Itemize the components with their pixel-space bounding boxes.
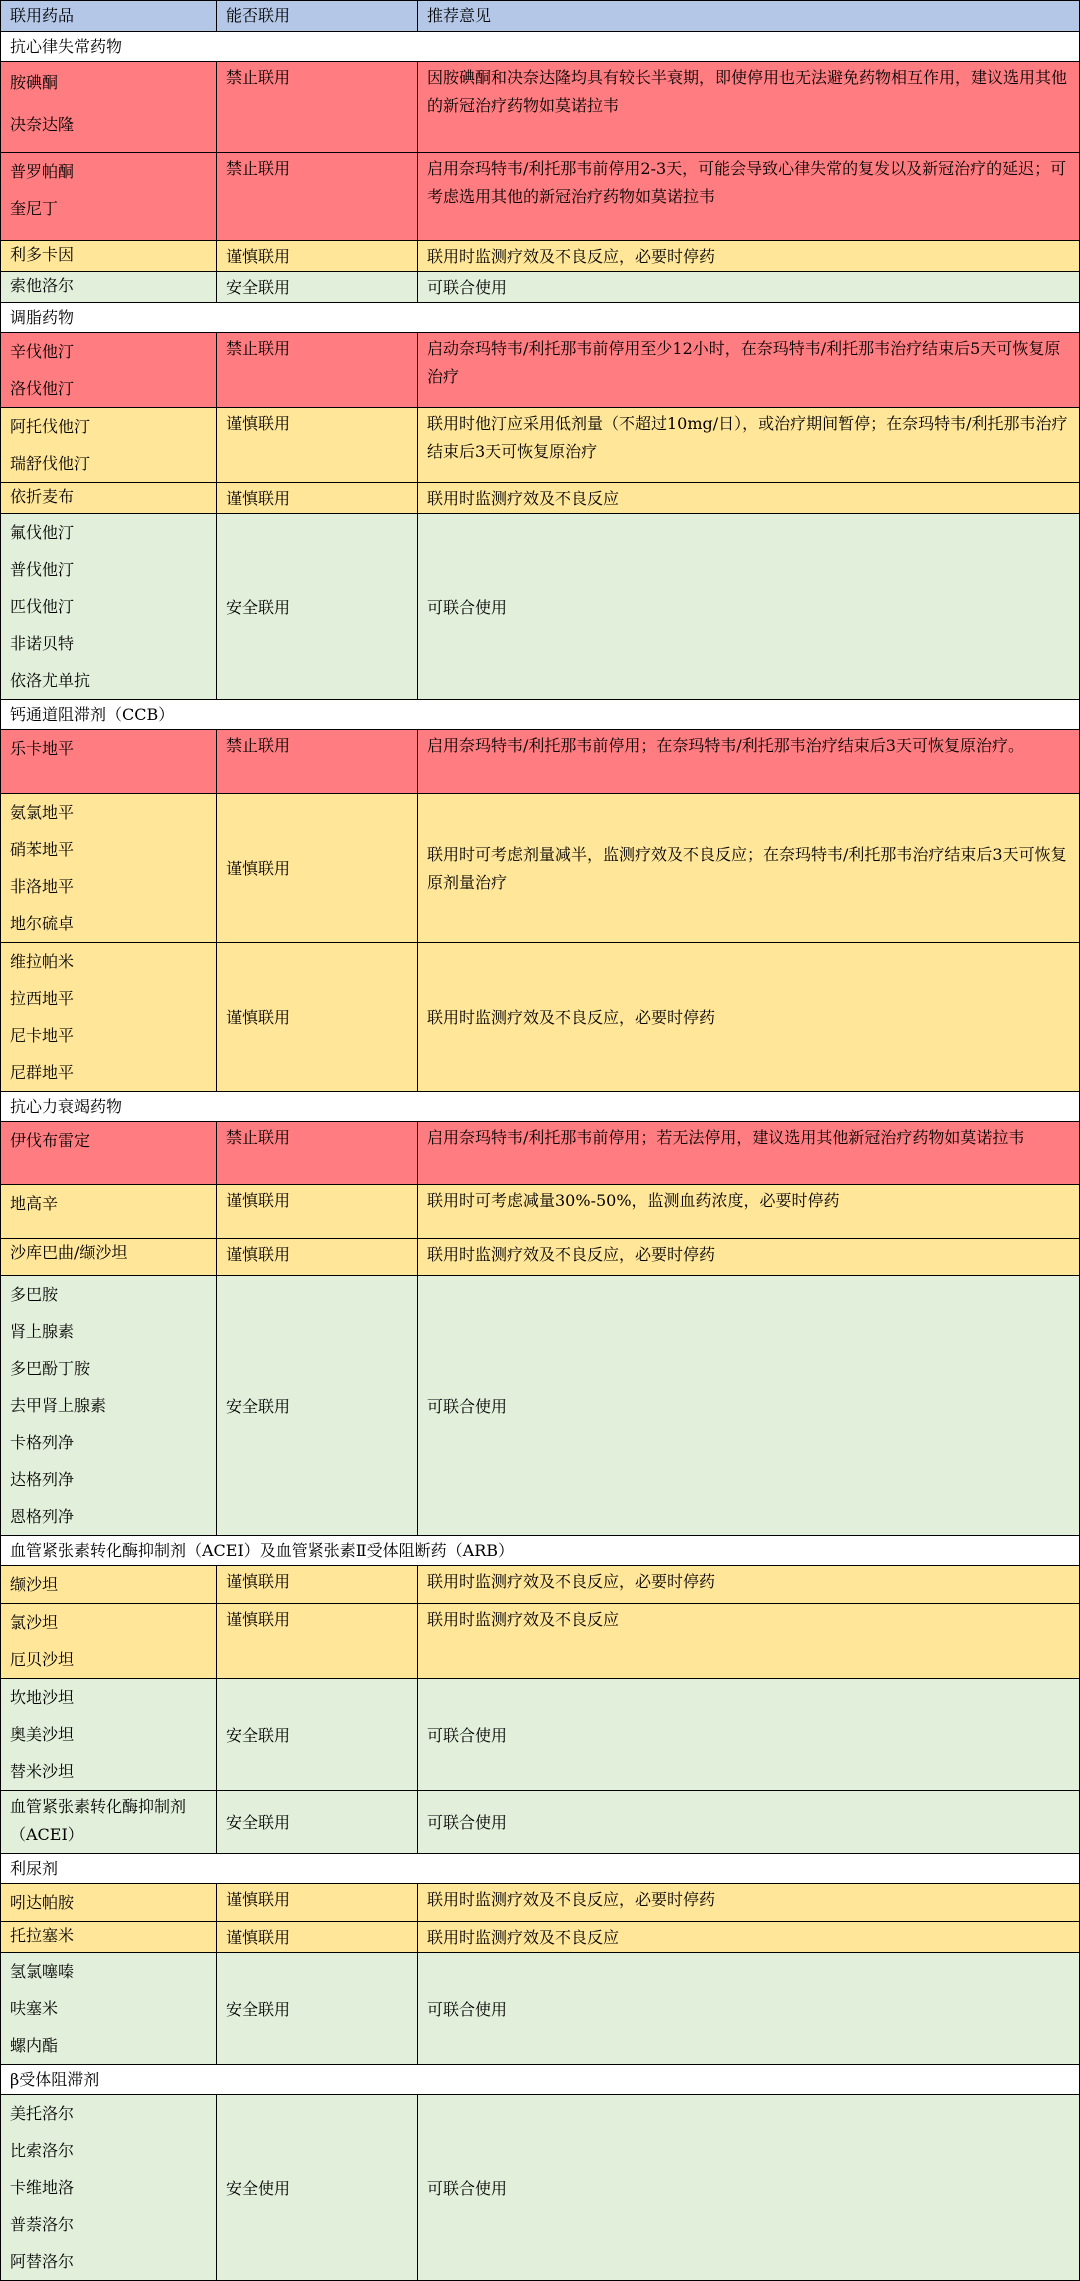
table-row	[1, 241, 1080, 272]
drug-cell	[1, 1604, 217, 1679]
drug-name: 普罗帕酮	[10, 162, 75, 181]
drug-name: 氢氯噻嗪	[10, 1962, 75, 1981]
advice-cell: 可联合使用	[418, 272, 1080, 303]
advice-cell: 联用时可考虑减量30%-50%，监测血药浓度，必要时停药	[418, 1185, 1080, 1239]
table-row	[1, 1566, 1080, 1604]
status-cell: 禁止联用	[217, 62, 418, 153]
drug-name: 卡维地洛	[10, 2178, 75, 2197]
drug-name: 多巴胺	[10, 1285, 59, 1304]
drug-name: 螺内酯	[10, 2036, 59, 2055]
header-row	[1, 1, 1080, 32]
drug-cell	[1, 1679, 217, 1791]
drug-name: 氯沙坦	[10, 1613, 59, 1632]
section-title: 血管紧张素转化酶抑制剂（ACEI）及血管紧张素Ⅱ受体阻断药（ARB）	[1, 1536, 1080, 1566]
drug-cell	[1, 241, 217, 272]
table-row	[1, 1185, 1080, 1239]
drug-name: 托拉塞米	[10, 1926, 75, 1945]
drug-cell	[1, 483, 217, 514]
advice-cell: 可联合使用	[418, 1953, 1080, 2065]
advice-cell: 联用时监测疗效及不良反应，必要时停药	[418, 241, 1080, 272]
header-drug: 联用药品	[1, 1, 217, 32]
status-cell: 谨慎联用	[217, 794, 418, 943]
drug-cell	[1, 408, 217, 483]
drug-name: 辛伐他汀	[10, 342, 75, 361]
advice-cell: 联用时监测疗效及不良反应，必要时停药	[418, 1566, 1080, 1604]
advice-cell: 可联合使用	[418, 514, 1080, 700]
drug-name: 阿替洛尔	[10, 2252, 75, 2271]
section-row	[1, 2065, 1080, 2095]
drug-name: 普萘洛尔	[10, 2215, 75, 2234]
drug-cell	[1, 333, 217, 408]
table-row	[1, 1122, 1080, 1185]
drug-cell	[1, 1276, 217, 1536]
drug-name: 氨氯地平	[10, 803, 75, 822]
header-advice: 推荐意见	[418, 1, 1080, 32]
advice-cell: 联用时监测疗效及不良反应，必要时停药	[418, 1239, 1080, 1276]
drug-name: 血管紧张素转化酶抑制剂（ACEI）	[10, 1797, 187, 1844]
drug-cell	[1, 1566, 217, 1604]
status-cell: 安全使用	[217, 2095, 418, 2281]
advice-cell: 可联合使用	[418, 2095, 1080, 2281]
drug-cell	[1, 1185, 217, 1239]
drug-name: 硝苯地平	[10, 840, 75, 859]
table-row	[1, 333, 1080, 408]
status-cell: 安全联用	[217, 1953, 418, 2065]
table-row	[1, 1679, 1080, 1791]
drug-cell	[1, 1922, 217, 1953]
drug-cell	[1, 514, 217, 700]
status-cell: 谨慎联用	[217, 1239, 418, 1276]
drug-cell	[1, 62, 217, 153]
drug-name: 地高辛	[10, 1194, 59, 1213]
status-cell: 谨慎联用	[217, 1566, 418, 1604]
advice-cell: 联用时可考虑剂量减半，监测疗效及不良反应；在奈玛特韦/利托那韦治疗结束后3天可恢复原剂量治疗	[418, 794, 1080, 943]
drug-name: 沙库巴曲/缬沙坦	[10, 1243, 128, 1262]
drug-name: 拉西地平	[10, 989, 75, 1008]
drug-name: 达格列净	[10, 1470, 75, 1489]
advice-cell: 可联合使用	[418, 1679, 1080, 1791]
drug-name: 尼卡地平	[10, 1026, 75, 1045]
drug-name: 非洛地平	[10, 877, 75, 896]
drug-name: 阿托伐他汀	[10, 417, 91, 436]
drug-name: 呋塞米	[10, 1999, 59, 2018]
section-title: 抗心力衰竭药物	[1, 1092, 1080, 1122]
section-title: 调脂药物	[1, 303, 1080, 333]
status-cell: 禁止联用	[217, 153, 418, 241]
advice-cell: 启用奈玛特韦/利托那韦前停用2-3天，可能会导致心律失常的复发以及新冠治疗的延迟；可考虑选用其他的新冠治疗药物如莫诺拉韦	[418, 153, 1080, 241]
status-cell: 谨慎联用	[217, 241, 418, 272]
advice-cell: 可联合使用	[418, 1276, 1080, 1536]
advice-cell: 联用时监测疗效及不良反应	[418, 1922, 1080, 1953]
table-row	[1, 1953, 1080, 2065]
drug-name: 地尔硫卓	[10, 914, 75, 933]
drug-cell	[1, 1884, 217, 1922]
status-cell: 安全联用	[217, 1276, 418, 1536]
drug-cell	[1, 2095, 217, 2281]
drug-name: 吲达帕胺	[10, 1893, 75, 1912]
drug-name: 非诺贝特	[10, 634, 75, 653]
drug-cell	[1, 794, 217, 943]
table-row	[1, 1276, 1080, 1536]
advice-cell: 联用时监测疗效及不良反应，必要时停药	[418, 1884, 1080, 1922]
drug-name: 决奈达隆	[10, 115, 75, 134]
table-row	[1, 483, 1080, 514]
advice-cell: 联用时监测疗效及不良反应	[418, 1604, 1080, 1679]
status-cell: 谨慎联用	[217, 943, 418, 1092]
drug-name: 替米沙坦	[10, 1762, 75, 1781]
drug-cell	[1, 943, 217, 1092]
drug-name: 坎地沙坦	[10, 1688, 75, 1707]
status-cell: 安全联用	[217, 1791, 418, 1854]
drug-name: 依折麦布	[10, 487, 75, 506]
table-row	[1, 1604, 1080, 1679]
status-cell: 禁止联用	[217, 730, 418, 794]
drug-name: 利多卡因	[10, 245, 75, 264]
advice-cell: 联用时监测疗效及不良反应	[418, 483, 1080, 514]
status-cell: 安全联用	[217, 1679, 418, 1791]
status-cell: 谨慎联用	[217, 1884, 418, 1922]
table-row	[1, 943, 1080, 1092]
status-cell: 谨慎联用	[217, 483, 418, 514]
advice-cell: 联用时他汀应采用低剂量（不超过10mg/日），或治疗期间暂停；在奈玛特韦/利托那韦治疗结束后3天可恢复原治疗	[418, 408, 1080, 483]
drug-cell	[1, 1953, 217, 2065]
section-row	[1, 303, 1080, 333]
table-row	[1, 794, 1080, 943]
table-row	[1, 2095, 1080, 2281]
drug-name: 普伐他汀	[10, 560, 75, 579]
drug-name: 维拉帕米	[10, 952, 75, 971]
status-cell: 禁止联用	[217, 333, 418, 408]
advice-cell: 启用奈玛特韦/利托那韦前停用；若无法停用，建议选用其他新冠治疗药物如莫诺拉韦	[418, 1122, 1080, 1185]
drug-cell	[1, 1791, 217, 1854]
drug-cell	[1, 1239, 217, 1276]
drug-name: 恩格列净	[10, 1507, 75, 1526]
section-row	[1, 700, 1080, 730]
drug-name: 奥美沙坦	[10, 1725, 75, 1744]
drug-name: 比索洛尔	[10, 2141, 75, 2160]
table-row	[1, 1884, 1080, 1922]
section-row	[1, 1854, 1080, 1884]
drug-name: 美托洛尔	[10, 2104, 75, 2123]
section-row	[1, 1092, 1080, 1122]
drug-name: 索他洛尔	[10, 276, 75, 295]
status-cell: 谨慎联用	[217, 1922, 418, 1953]
drug-name: 胺碘酮	[10, 73, 59, 92]
table-row	[1, 514, 1080, 700]
table-row	[1, 1791, 1080, 1854]
table-row	[1, 1922, 1080, 1953]
section-title: 利尿剂	[1, 1854, 1080, 1884]
drug-name: 匹伐他汀	[10, 597, 75, 616]
table-body	[1, 1, 1080, 2281]
drug-cell	[1, 1122, 217, 1185]
drug-name: 氟伐他汀	[10, 523, 75, 542]
drug-name: 缬沙坦	[10, 1575, 59, 1594]
header-combine: 能否联用	[217, 1, 418, 32]
section-row	[1, 1536, 1080, 1566]
table-row	[1, 272, 1080, 303]
section-title: β受体阻滞剂	[1, 2065, 1080, 2095]
table-row	[1, 730, 1080, 794]
drug-name: 依洛尤单抗	[10, 671, 91, 690]
drug-name: 卡格列净	[10, 1433, 75, 1452]
drug-cell	[1, 730, 217, 794]
advice-cell: 启用奈玛特韦/利托那韦前停用；在奈玛特韦/利托那韦治疗结束后3天可恢复原治疗。	[418, 730, 1080, 794]
section-title: 抗心律失常药物	[1, 32, 1080, 62]
drug-name: 肾上腺素	[10, 1322, 75, 1341]
section-row	[1, 32, 1080, 62]
status-cell: 安全联用	[217, 272, 418, 303]
status-cell: 禁止联用	[217, 1122, 418, 1185]
status-cell: 谨慎联用	[217, 1604, 418, 1679]
drug-name: 乐卡地平	[10, 739, 75, 758]
advice-cell: 启动奈玛特韦/利托那韦前停用至少12小时，在奈玛特韦/利托那韦治疗结束后5天可恢复原治疗	[418, 333, 1080, 408]
drug-name: 奎尼丁	[10, 199, 59, 218]
status-cell: 谨慎联用	[217, 408, 418, 483]
table-row	[1, 62, 1080, 153]
table-row	[1, 153, 1080, 241]
drug-cell	[1, 272, 217, 303]
drug-name: 尼群地平	[10, 1063, 75, 1082]
advice-cell: 因胺碘酮和决奈达隆均具有较长半衰期，即使停用也无法避免药物相互作用，建议选用其他的新冠治疗药物如莫诺拉韦	[418, 62, 1080, 153]
section-title: 钙通道阻滞剂（CCB）	[1, 700, 1080, 730]
status-cell: 安全联用	[217, 514, 418, 700]
advice-cell: 联用时监测疗效及不良反应，必要时停药	[418, 943, 1080, 1092]
drug-cell	[1, 153, 217, 241]
drug-name: 洛伐他汀	[10, 379, 75, 398]
advice-cell: 可联合使用	[418, 1791, 1080, 1854]
table-row	[1, 408, 1080, 483]
status-cell: 谨慎联用	[217, 1185, 418, 1239]
drug-name: 伊伐布雷定	[10, 1131, 91, 1150]
drug-name: 多巴酚丁胺	[10, 1359, 91, 1378]
table-row	[1, 1239, 1080, 1276]
drug-name: 瑞舒伐他汀	[10, 454, 91, 473]
drug-name: 去甲肾上腺素	[10, 1396, 107, 1415]
drug-name: 厄贝沙坦	[10, 1650, 75, 1669]
